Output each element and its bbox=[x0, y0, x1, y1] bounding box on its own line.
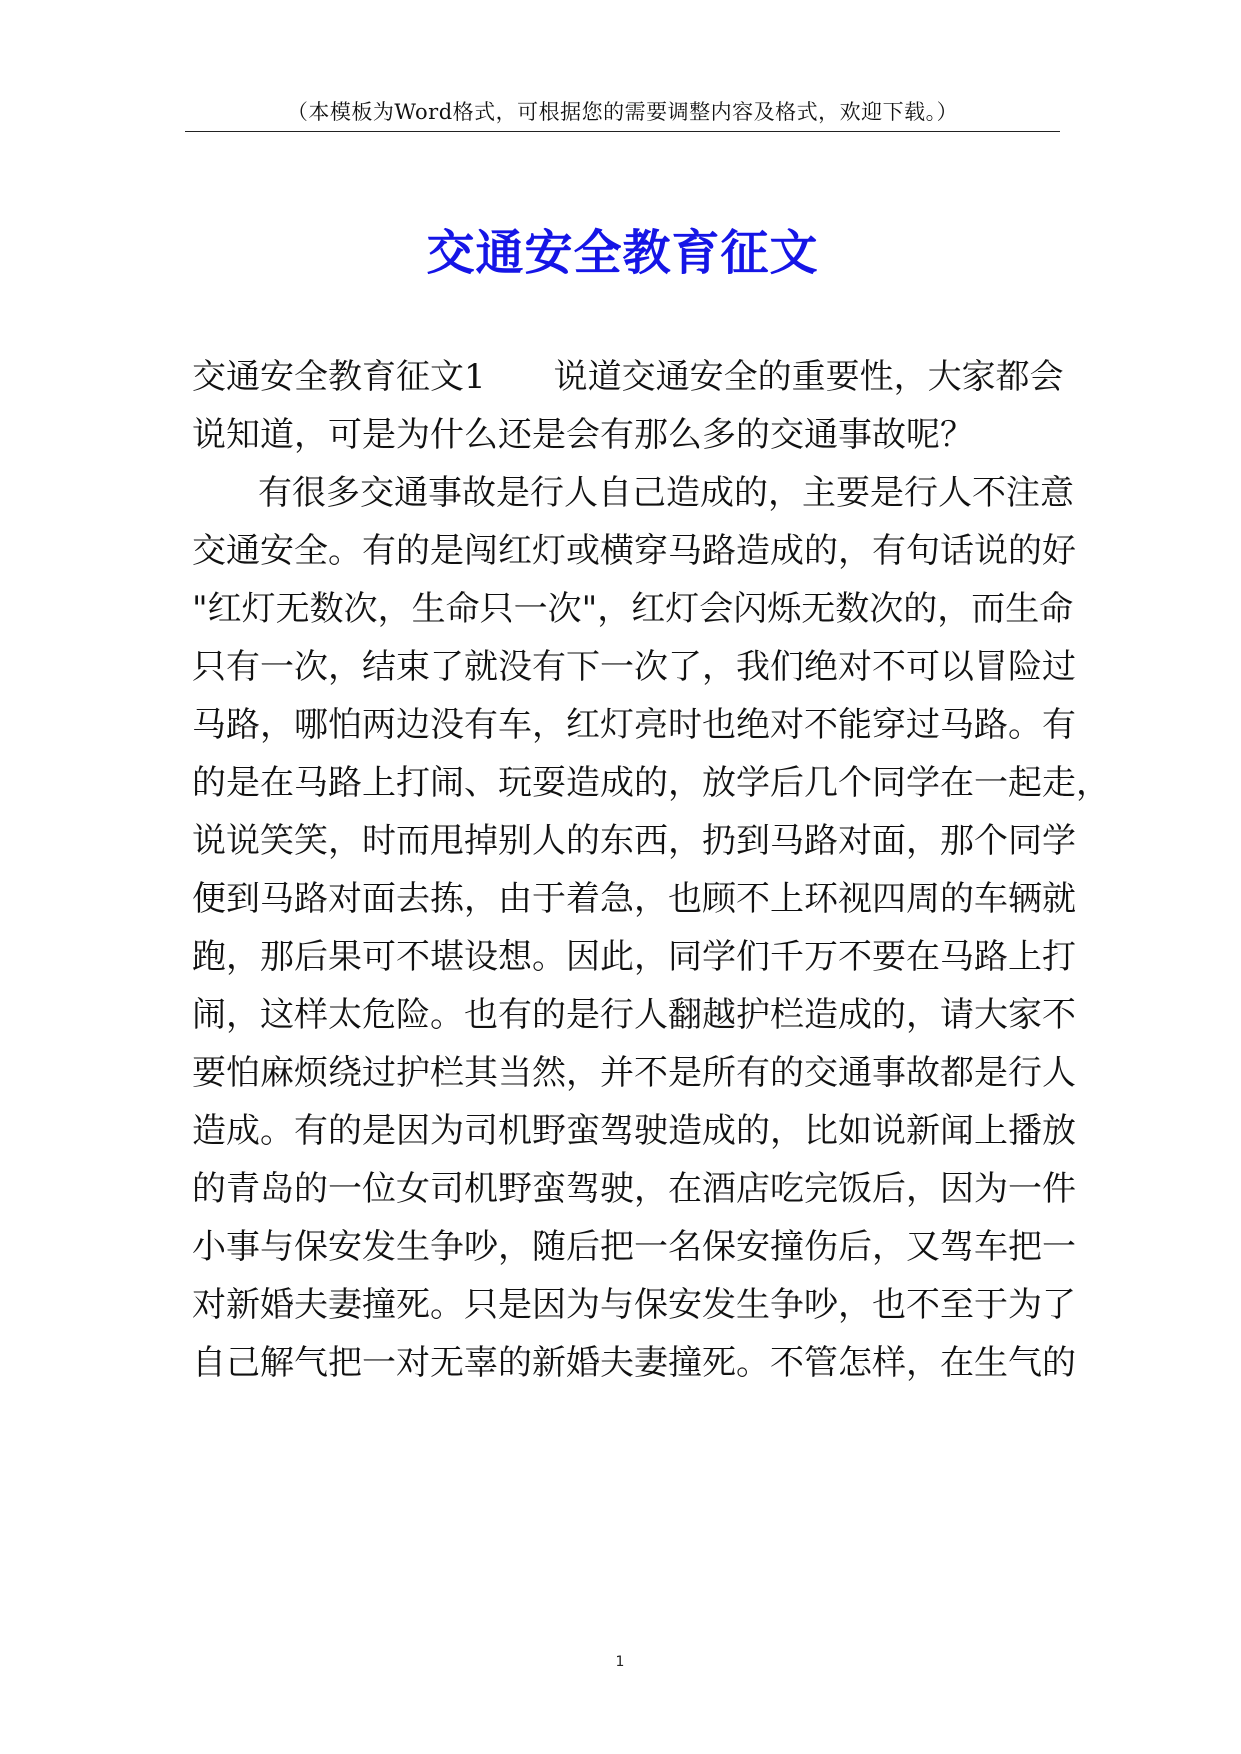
body-line: "红灯无数次，生命只一次"，红灯会闪烁无数次的，而生命 bbox=[192, 589, 1074, 629]
body-line: 的是在马路上打闹、玩耍造成的，放学后几个同学在一起走， bbox=[192, 763, 1110, 803]
body-line: 有很多交通事故是行人自己造成的，主要是行人不注意 bbox=[258, 473, 1074, 513]
body-line: 造成。有的是因为司机野蛮驾驶造成的，比如说新闻上播放 bbox=[192, 1111, 1076, 1151]
document-title: 交通安全教育征文 bbox=[426, 225, 819, 281]
body-line: 小事与保安发生争吵，随后把一名保安撞伤后，又驾车把一 bbox=[192, 1227, 1076, 1267]
body-line: 跑，那后果可不堪设想。因此，同学们千万不要在马路上打 bbox=[192, 937, 1076, 977]
body-line: 要怕麻烦绕过护栏其当然，并不是所有的交通事故都是行人 bbox=[192, 1053, 1076, 1093]
body-line: 交通安全教育征文1 说道交通安全的重要性，大家都会 bbox=[192, 357, 1064, 397]
body-line: 对新婚夫妻撞死。只是因为与保安发生争吵，也不至于为了 bbox=[192, 1285, 1076, 1325]
body-line: 交通安全。有的是闯红灯或横穿马路造成的，有句话说的好 bbox=[192, 531, 1076, 571]
body-line: 说说笑笑，时而甩掉别人的东西，扔到马路对面，那个同学 bbox=[192, 821, 1076, 861]
body-line: 闹，这样太危险。也有的是行人翻越护栏造成的，请大家不 bbox=[192, 995, 1076, 1035]
body-line: 说知道，可是为什么还是会有那么多的交通事故呢？ bbox=[192, 415, 974, 455]
page-number: 1 bbox=[615, 1654, 625, 1670]
body-line: 自己解气把一对无辜的新婚夫妻撞死。不管怎样，在生气的 bbox=[192, 1343, 1076, 1383]
body-line: 的青岛的一位女司机野蛮驾驶，在酒店吃完饭后，因为一件 bbox=[192, 1169, 1076, 1209]
body-line: 只有一次，结束了就没有下一次了，我们绝对不可以冒险过 bbox=[192, 647, 1076, 687]
body-line: 马路，哪怕两边没有车，红灯亮时也绝对不能穿过马路。有 bbox=[192, 705, 1076, 745]
header-note: （本模板为Word格式，可根据您的需要调整内容及格式，欢迎下载。） bbox=[286, 100, 959, 124]
body-line: 便到马路对面去拣，由于着急，也顾不上环视四周的车辆就 bbox=[192, 879, 1076, 919]
header-divider bbox=[185, 131, 1060, 132]
